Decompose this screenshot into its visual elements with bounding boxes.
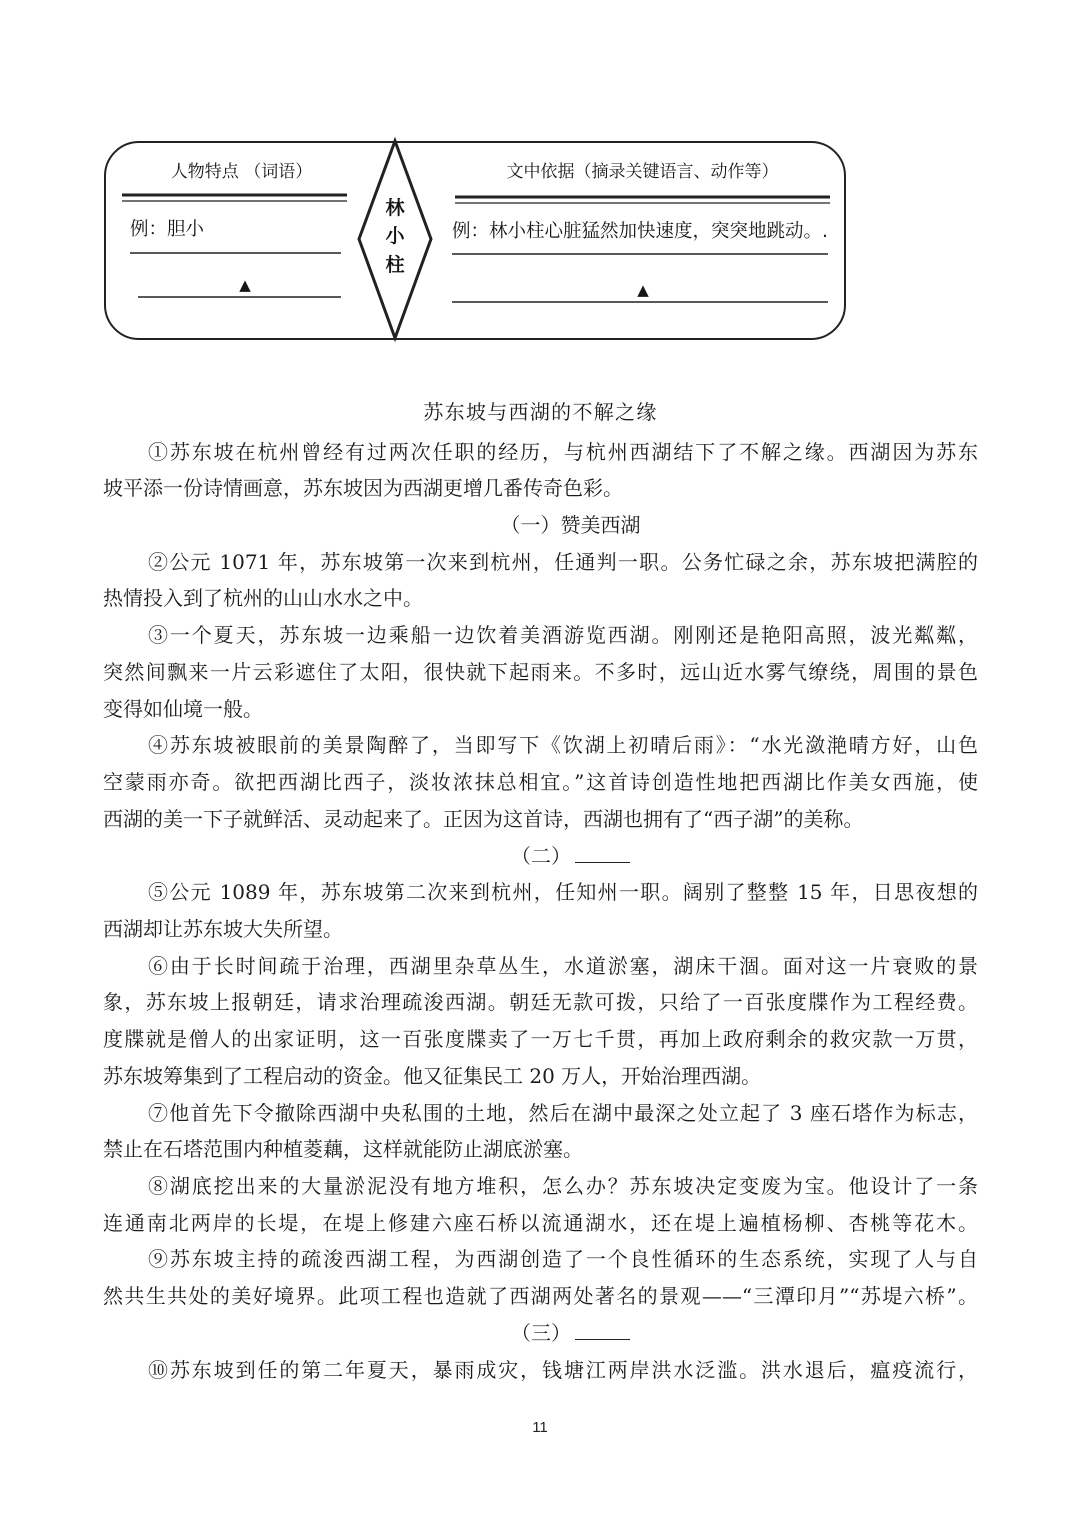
article [103,394,978,1389]
article-title: 苏东坡与西湖的不解之缘 [423,399,658,424]
paragraph-5 [103,874,978,947]
paragraph-line: ⑨苏东坡主持的疏浚西湖工程，为西湖创造了一个良性循环的生态系统，实现了人与自 [148,1247,978,1272]
paragraph-line: 空蒙雨亦奇。欲把西湖比西子，淡妆浓抹总相宜。”这首诗创造性地把西湖比作美女西施，使 [103,770,978,795]
paragraph-line: 禁止在石塔范围内种植菱藕，这样就能防止湖底淤塞。 [103,1137,583,1162]
paragraph-line: 变得如仙境一般。 [103,696,263,721]
section-heading-2 [103,838,978,875]
section-heading-label: （二） [511,843,571,868]
paragraph-line: 热情投入到了杭州的山山水水之中。 [103,586,423,611]
paragraph-9 [103,1241,978,1314]
paragraph-line: 坡平添一份诗情画意，苏东坡因为西湖更增几番传奇色彩。 [103,476,623,501]
paragraph-line: ⑩苏东坡到任的第二年夏天，暴雨成灾，钱塘江两岸洪水泛滥。洪水退后，瘟疫流行， [148,1357,978,1382]
paragraph-line: 苏东坡筹集到了工程启动的资金。他又征集民工 20 万人，开始治理西湖。 [103,1063,762,1088]
paragraph-6 [103,948,978,1095]
paragraph-line: ⑤公元 1089 年，苏东坡第二次来到杭州，任知州一职。阔别了整整 15 年，日思夜想的 [148,880,978,905]
character-name: 林小柱 [385,196,405,276]
paragraph-line: ⑥由于长时间疏于治理，西湖里杂草丛生，水道淤塞，湖床干涸。面对这一片衰败的景 [148,953,978,978]
right-column-example: 例：林小柱心脏猛然加快速度，突突地跳动。. [452,221,828,242]
right-column-header: 文中依据（摘录关键语言、动作等） [506,162,779,182]
paragraph-line: ④苏东坡被眼前的美景陶醉了，当即写下《饮湖上初晴后雨》：“水光潋滟晴方好，山色 [148,733,978,758]
paragraph-line: ⑦他首先下令撤除西湖中央私围的土地，然后在湖中最深之处立起了 3 座石塔作为标志， [148,1100,978,1125]
paragraph-line: ②公元 1071 年，苏东坡第一次来到杭州，任通判一职。公务忙碌之余，苏东坡把满腔的 [148,549,978,574]
paragraph-8 [103,1168,978,1241]
left-column-header: 人物特点 （词语） [170,162,313,182]
paragraph-4 [103,727,978,837]
paragraph-line: ③一个夏天，苏东坡一边乘船一边饮着美酒游览西湖。刚刚还是艳阳高照，波光粼粼， [148,623,978,648]
paragraph-line: 突然间飘来一片云彩遮住了太阳，很快就下起雨来。不多时，远山近水雾气缭绕，周围的景色 [103,659,978,684]
section-heading-1: （一）赞美西湖 [500,513,641,538]
paragraph-line: 度牒就是僧人的出家证明，这一百张度牒卖了一万七千贯，再加上政府剩余的救灾款一万贯， [103,1027,978,1052]
paragraph-2 [103,544,978,617]
section-heading-3 [103,1315,978,1352]
paragraph-1 [103,434,978,507]
section-title-blank [575,862,630,863]
paragraph-line: ①苏东坡在杭州曾经有过两次任职的经历，与杭州西湖结下了不解之缘。西湖因为苏东 [148,439,978,464]
paragraph-line: 然共生共处的美好境界。此项工程也造就了西湖两处著名的景观——“三潭印月”“苏堤六桥”。 [103,1284,978,1309]
section-heading-label: （三） [511,1320,571,1345]
paragraph-7 [103,1095,978,1168]
paragraph-10 [103,1352,978,1389]
paragraph-line: ⑧湖底挖出来的大量淤泥没有地方堆积，怎么办？苏东坡决定变废为宝。他设计了一条 [148,1173,978,1198]
left-column-example: 例：胆小 [130,219,205,240]
left-answer-marker: ▲ [239,276,251,294]
section-title-blank [575,1339,630,1340]
paragraph-line: 连通南北两岸的长堤，在堤上修建六座石桥以流通湖水，还在堤上遍植杨柳、杏桃等花木。 [103,1210,978,1235]
paragraph-line: 西湖的美一下子就鲜活、灵动起来了。正因为这首诗，西湖也拥有了“西子湖”的美称。 [103,806,864,831]
paragraph-line: 象，苏东坡上报朝廷，请求治理疏浚西湖。朝廷无款可拨，只给了一百张度牒作为工程经费。 [103,990,978,1015]
right-answer-marker: ▲ [637,281,649,299]
paragraph-3 [103,617,978,727]
page-number: 11 [532,1419,548,1436]
paragraph-line: 西湖却让苏东坡大失所望。 [103,916,343,941]
